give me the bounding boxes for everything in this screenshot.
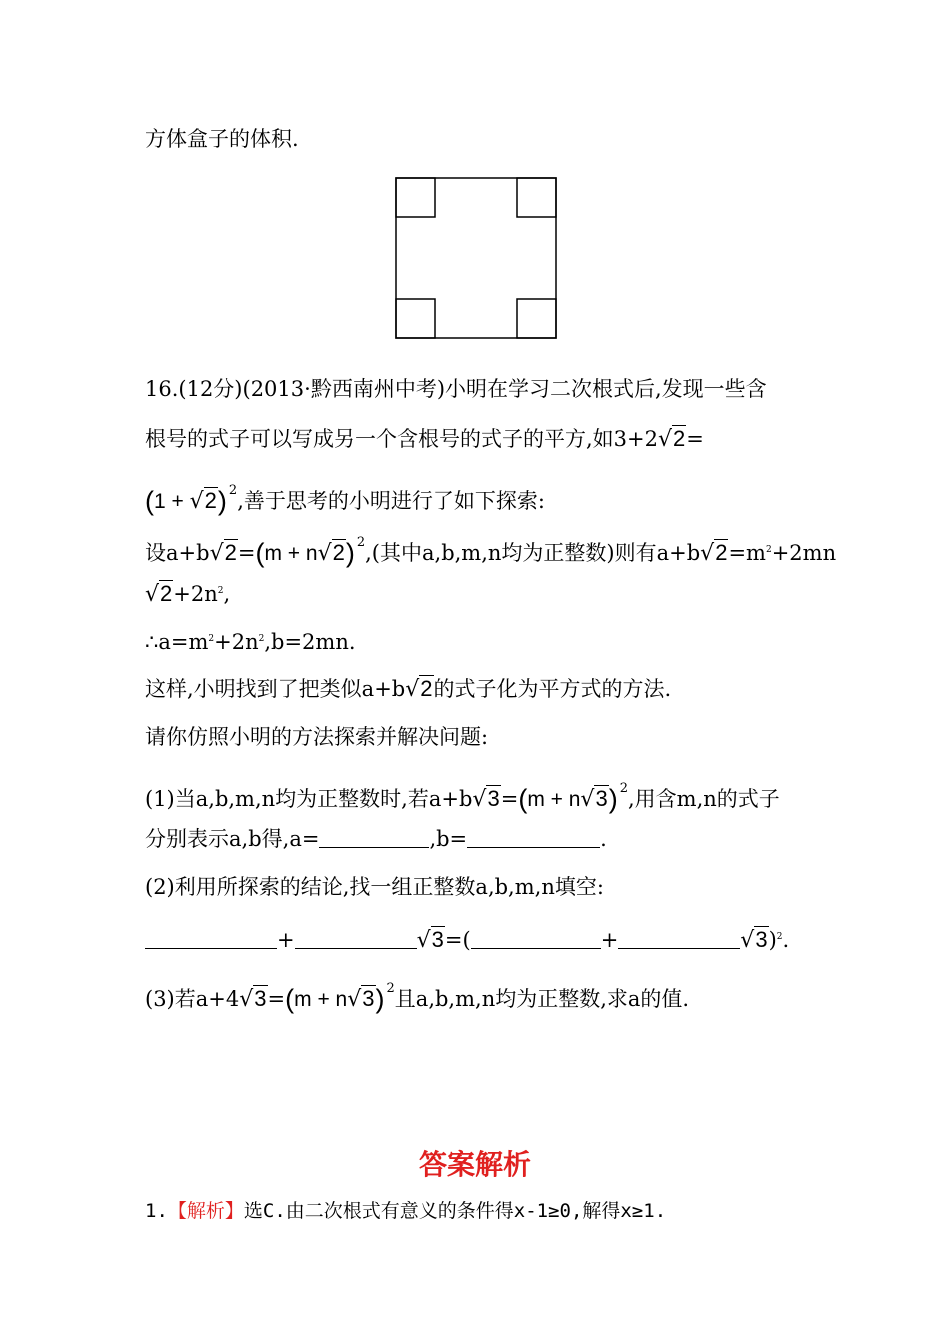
question-2: (2)利用所探索的结论,找一组正整数a,b,m,n填空: <box>145 875 604 899</box>
answers-title: 答案解析 <box>418 1148 531 1181</box>
corner-square-top-right <box>517 178 556 217</box>
blank-b[interactable] <box>295 928 417 949</box>
blank-n[interactable] <box>618 928 740 949</box>
corner-square-top-left <box>396 178 435 217</box>
problem16-intro-line2: 根号的式子可以写成另一个含根号的式子的平方,如3+2√2= <box>145 426 704 452</box>
problem16-setup: 设a+b√2=(m + n√2) $^2$,(其中a,b,m,n均为正整数)则有$a+b√2=m^2+2mn$ <box>145 535 837 568</box>
blank-m[interactable] <box>471 928 601 949</box>
answer-blank-a[interactable] <box>319 827 429 848</box>
question-1-line2: 分别表示a,b得,a= ,b= . <box>145 827 607 851</box>
blank-a[interactable] <box>145 928 277 949</box>
problem16-request: 请你仿照小明的方法探索并解决问题: <box>145 725 489 749</box>
problem16-therefore: $\therefore a=m^2+2n^2,b=2mn$. <box>145 630 356 654</box>
problem16-setup-cont: $√2+2n^2$, <box>145 581 231 607</box>
question-2-blanks: + $√3=( + √3)^2$. <box>145 922 789 956</box>
corner-square-bottom-right <box>517 299 556 338</box>
answer-blank-b[interactable] <box>467 827 600 848</box>
top-line: 方体盒子的体积. <box>145 127 299 151</box>
answer-1: 1.【解析】选C.由二次根式有意义的条件得x-1≥0,解得x≥1. <box>145 1200 667 1222</box>
problem16-intro: 16.(12分)(2013·黔西南州中考)小明在学习二次根式后,发现一些含 <box>145 377 767 401</box>
problem16-intro-line3: (1 + √2) $^2$,善于思考的小明进行了如下探索: <box>145 483 545 516</box>
box-net-figure <box>395 177 557 339</box>
question-1: (1)当a,b,m,n均为正整数时,若a+b√3=(m + n√3) $^2$,用含m,n的式子 <box>145 781 780 814</box>
question-3: (3)若a+4√3=(m + n√3) $^2$且a,b,m,n均为正整数,求a的值. <box>145 981 690 1014</box>
analysis-tag: 【解析】 <box>167 1200 244 1222</box>
corner-square-bottom-left <box>396 299 435 338</box>
problem16-conclusion: 这样,小明找到了把类似a+b√2的式子化为平方式的方法. <box>145 676 672 702</box>
